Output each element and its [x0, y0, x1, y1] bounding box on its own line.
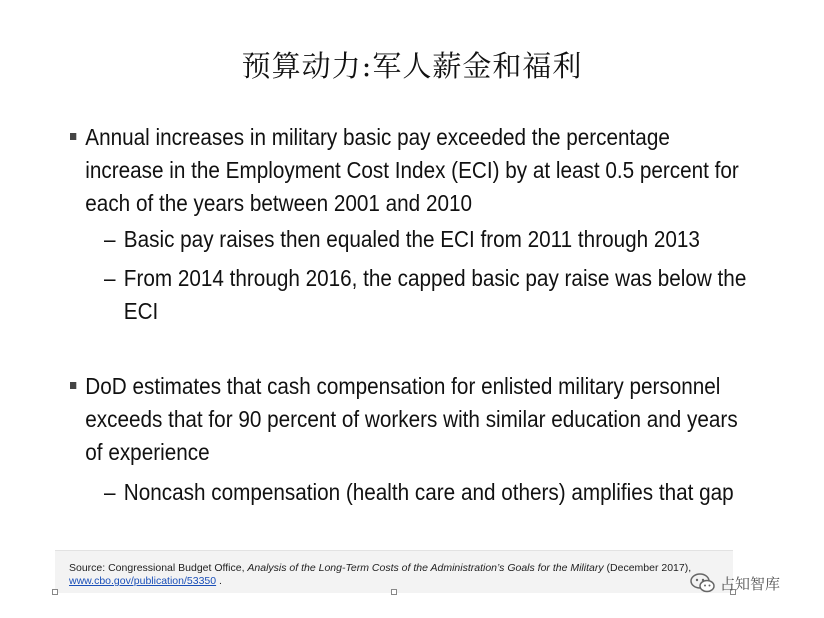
source-link-tail: .: [219, 575, 222, 587]
square-bullet-icon: [70, 133, 76, 140]
sub-bullet-line: ECI: [123, 298, 159, 324]
bullet-line: Annual increases in military basic pay exceeded the percentage: [85, 124, 670, 150]
bullet-line: DoD estimates that cash compensation for enlisted military personnel: [85, 373, 721, 399]
wechat-icon: [690, 572, 716, 594]
source-date: (December 2017),: [603, 562, 692, 574]
source-link[interactable]: www.cbo.gov/publication/53350: [69, 575, 217, 587]
square-bullet-icon: [70, 382, 76, 389]
watermark-text: 占知智库: [720, 574, 781, 593]
bullet-line: exceeds that for 90 percent of workers with similar education and years: [85, 406, 738, 432]
sub-bullet-item: [104, 476, 788, 509]
sub-bullet-line: Basic pay raises then equaled the ECI from 2011 through 2013: [123, 226, 700, 252]
dash-bullet-icon: –: [104, 226, 116, 252]
dash-bullet-icon: –: [104, 265, 116, 291]
bullet-item: [70, 121, 790, 220]
slide-title: 预算动力:军人薪金和福利: [241, 49, 583, 83]
dash-bullet-icon: –: [104, 479, 116, 505]
resize-handle[interactable]: [391, 589, 397, 595]
resize-handle[interactable]: [52, 589, 58, 595]
bullet-line: each of the years between 2001 and 2010: [85, 190, 473, 216]
sub-bullet-item: [104, 262, 788, 328]
bullet-line: of experience: [85, 439, 210, 465]
sub-bullet-line: From 2014 through 2016, the capped basic pay raise was below the: [123, 265, 747, 291]
sub-bullet-line: Noncash compensation (health care and others) amplifies that gap: [123, 479, 734, 505]
bullet-line: increase in the Employment Cost Index (ECI) by at least 0.5 percent for: [85, 157, 739, 183]
sub-bullet-item: [104, 223, 788, 256]
source-report-title: Analysis of the Long-Term Costs of the Administration’s Goals for the Military: [247, 562, 604, 574]
source-citation: [69, 562, 691, 574]
source-box[interactable]: [55, 550, 733, 593]
source-prefix: Source: Congressional Budget Office,: [69, 562, 248, 574]
bullet-item: [70, 370, 790, 469]
watermark: [690, 572, 780, 594]
